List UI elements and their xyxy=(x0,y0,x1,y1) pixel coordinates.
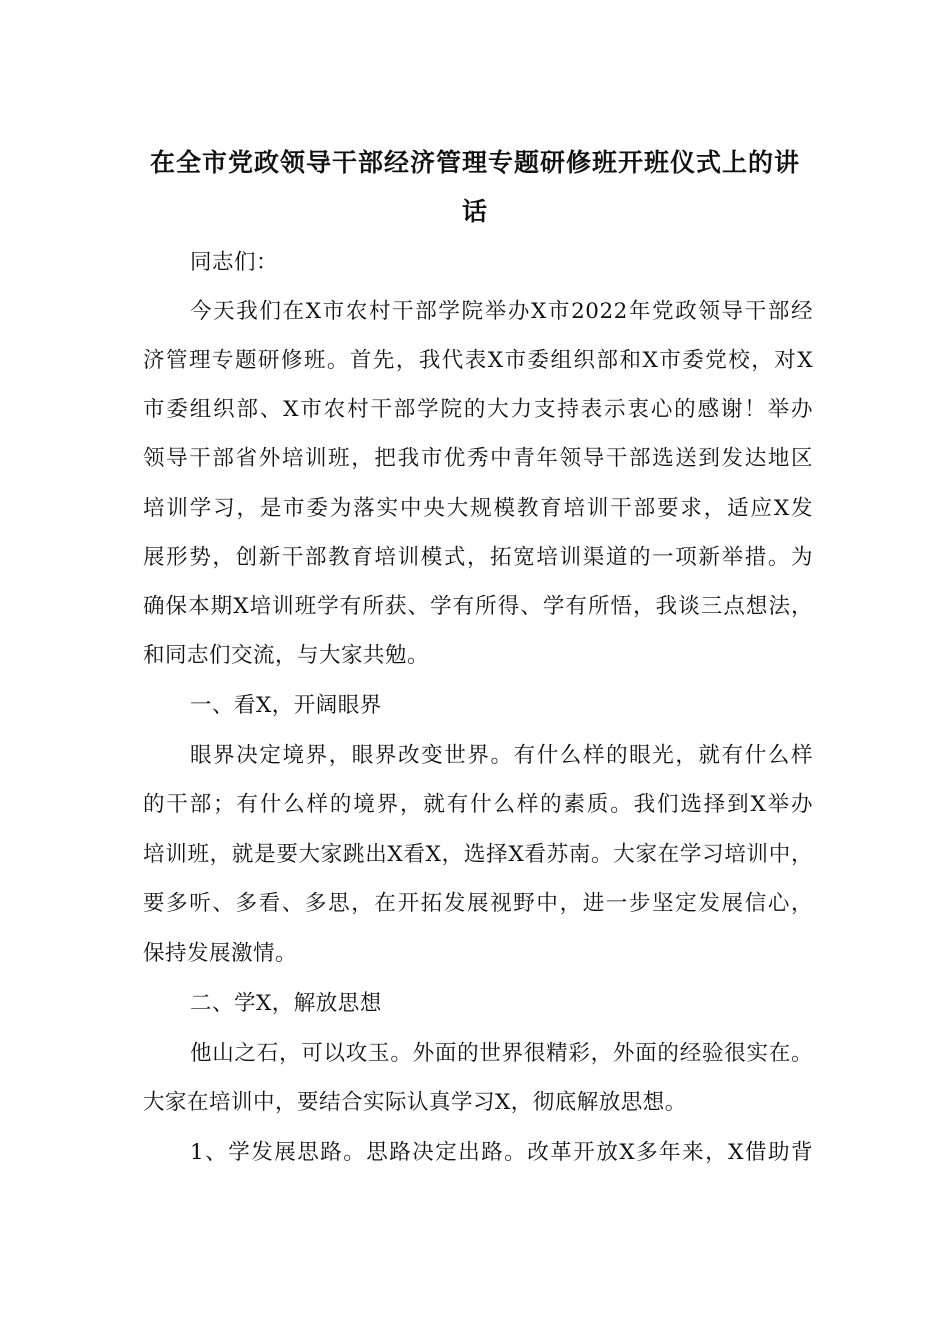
paragraph-line: 领导干部省外培训班，把我市优秀中青年领导干部选送到发达地区 xyxy=(143,446,813,471)
document-title-line-2: 话 xyxy=(461,197,488,226)
section-heading-2: 二、学X，解放思想 xyxy=(190,991,382,1016)
paragraph-line: 他山之石，可以攻玉。外面的世界很精彩，外面的经验很实在。 xyxy=(190,1041,813,1066)
paragraph-line: 培训班，就是要大家跳出X看X，选择X看苏南。大家在学习培训中， xyxy=(143,842,813,867)
paragraph-line: 今天我们在X市农村干部学院举办X市2022年党政领导干部经 xyxy=(190,299,813,324)
paragraph-line: 要多听、多看、多思，在开拓发展视野中，进一步坚定发展信心， xyxy=(143,891,813,916)
paragraph-line: 和同志们交流，与大家共勉。 xyxy=(143,643,430,668)
paragraph-line: 的干部；有什么样的境界，就有什么样的素质。我们选择到X举办 xyxy=(143,792,813,817)
paragraph-line: 培训学习，是市委为落实中央大规模教育培训干部要求，适应X发 xyxy=(143,496,813,521)
paragraph-line: 大家在培训中，要结合实际认真学习X，彻底解放思想。 xyxy=(143,1090,687,1115)
paragraph-line: 确保本期X培训班学有所获、学有所得、学有所悟，我谈三点想法， xyxy=(143,594,813,619)
paragraph-line: 1、学发展思路。思路决定出路。改革开放X多年来，X借助背 xyxy=(190,1140,813,1165)
salutation: 同志们： xyxy=(190,250,279,275)
paragraph-line: 展形势，创新干部教育培训模式，拓宽培训渠道的一项新举措。为 xyxy=(143,545,813,570)
paragraph-line: 眼界决定境界，眼界改变世界。有什么样的眼光，就有什么样 xyxy=(190,743,813,768)
document-title-line-1: 在全市党政领导干部经济管理专题研修班开班仪式上的讲 xyxy=(149,148,800,177)
section-heading-1: 一、看X，开阔眼界 xyxy=(190,693,382,718)
paragraph-line: 济管理专题研修班。首先，我代表X市委组织部和X市委党校，对X xyxy=(143,348,813,373)
paragraph-line: 保持发展激情。 xyxy=(143,941,298,966)
paragraph-line: 市委组织部、X市农村干部学院的大力支持表示衷心的感谢！举办 xyxy=(143,397,813,422)
